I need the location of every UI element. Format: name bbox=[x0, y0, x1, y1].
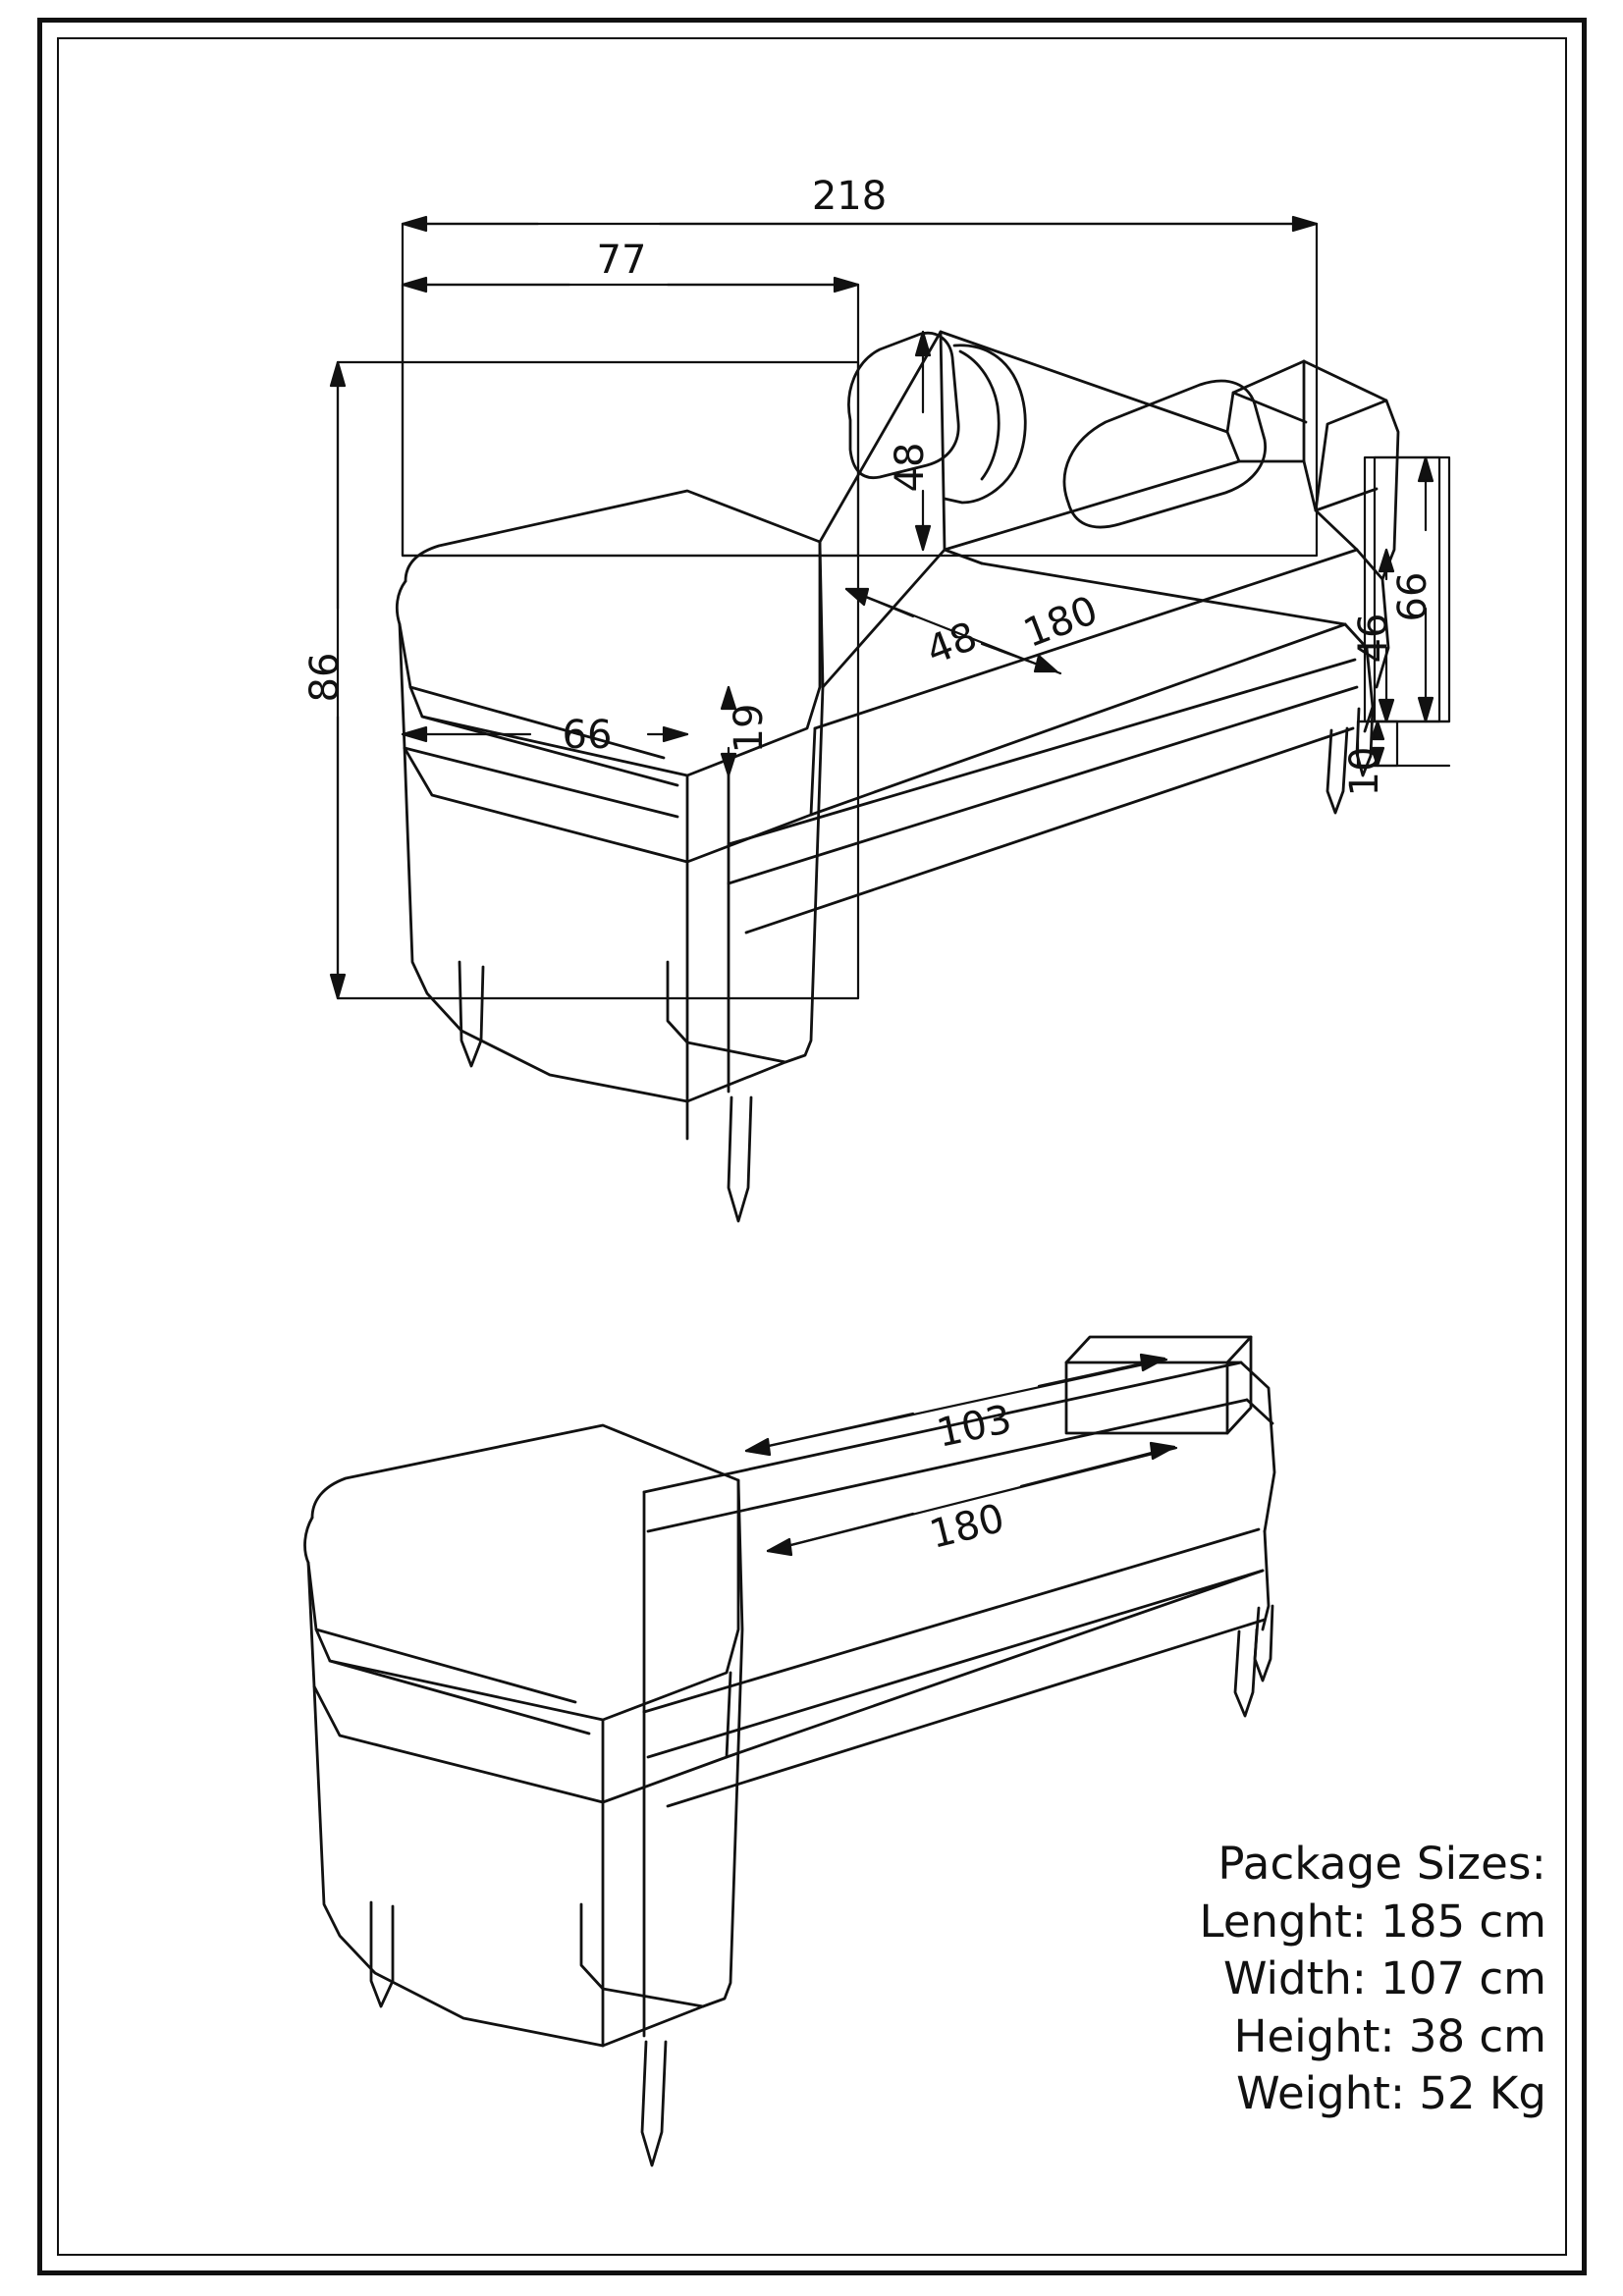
dim-48-back: 48 bbox=[888, 442, 933, 493]
dim-180-seat: 180 bbox=[1017, 587, 1105, 658]
package-length: Lenght: 185 cm bbox=[1199, 1895, 1546, 1948]
dimension-labels-bottom bbox=[925, 1397, 1015, 1558]
package-sizes-title: Package Sizes: bbox=[1217, 1838, 1546, 1890]
package-weight: Weight: 52 Kg bbox=[1236, 2067, 1546, 2119]
dimension-lines-top bbox=[331, 217, 1433, 998]
dim-66-seat: 66 bbox=[562, 713, 613, 758]
dim-180-bed: 180 bbox=[925, 1495, 1009, 1558]
dim-46: 46 bbox=[1351, 613, 1396, 664]
sofa-rear-view bbox=[305, 1337, 1274, 2165]
dim-10: 10 bbox=[1342, 746, 1387, 797]
dim-103: 103 bbox=[933, 1396, 1016, 1457]
dim-48-seat: 48 bbox=[920, 614, 984, 674]
package-width: Width: 107 cm bbox=[1223, 1952, 1546, 2004]
package-sizes-block bbox=[1200, 1836, 1546, 2123]
dim-77: 77 bbox=[596, 238, 647, 283]
dim-19: 19 bbox=[727, 703, 772, 754]
dim-218: 218 bbox=[811, 174, 888, 219]
dim-86: 86 bbox=[302, 652, 348, 703]
dim-66-side: 66 bbox=[1390, 571, 1435, 622]
package-height: Height: 38 cm bbox=[1233, 2009, 1546, 2062]
